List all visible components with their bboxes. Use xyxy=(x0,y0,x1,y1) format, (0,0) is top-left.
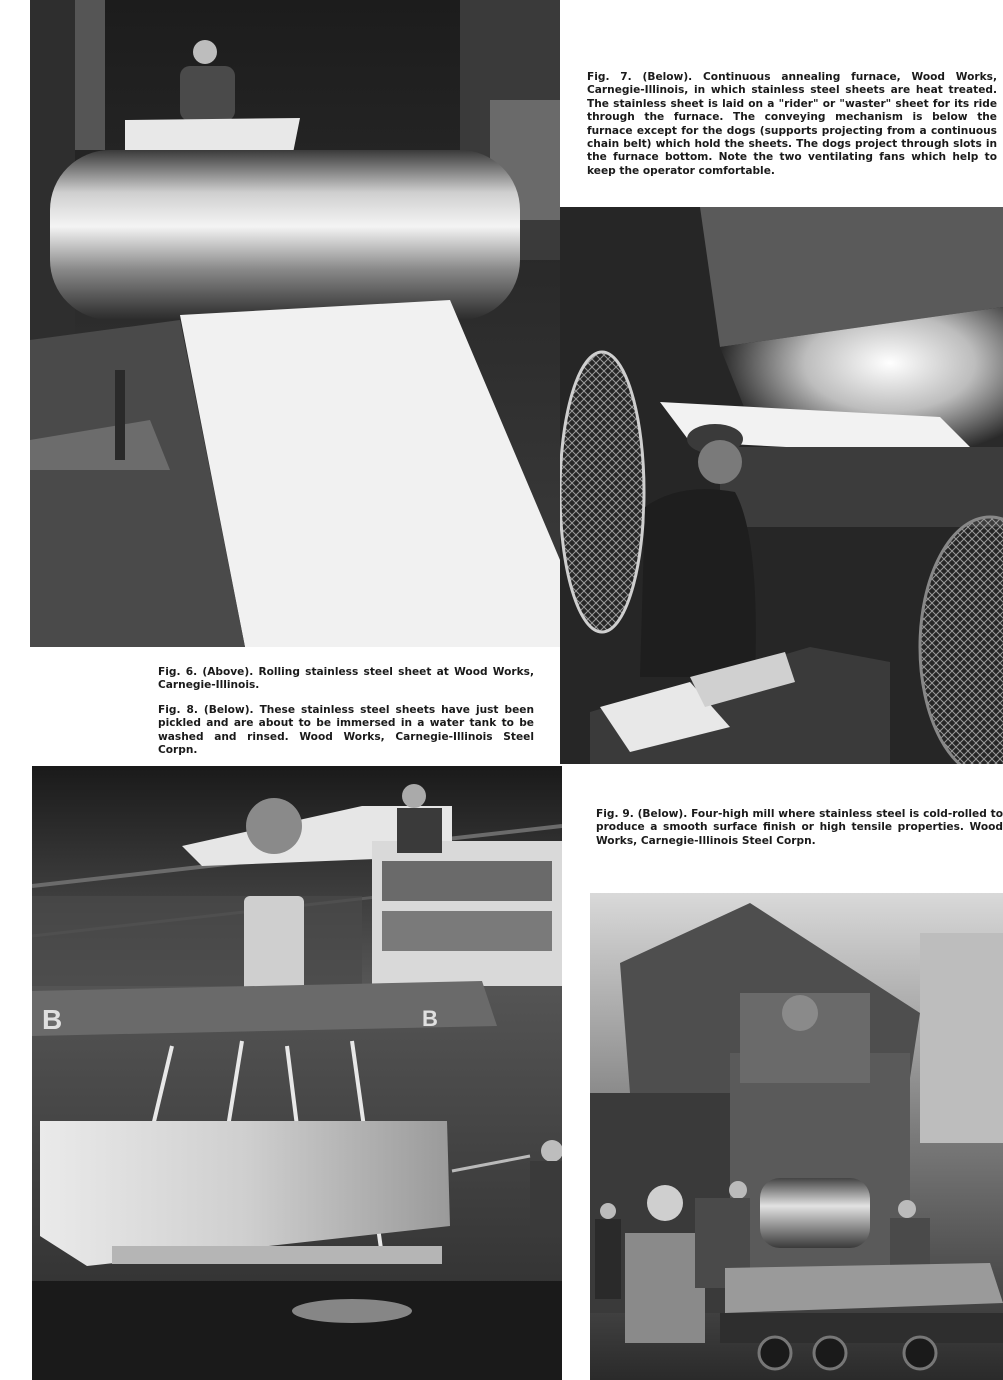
crane-beam-letter-right: B xyxy=(422,1006,438,1031)
photo-fig8-pickled-sheets-crane xyxy=(32,766,562,1380)
caption-fig7 xyxy=(587,71,997,178)
crane-beam-letter-left: B xyxy=(42,1004,63,1035)
photo-fig6-rolling-mill xyxy=(30,0,560,647)
caption-fig9-text: Fig. 9. (Below). Four-high mill where stainless steel is cold-rolled to produce a smooth surface finish or high tensile properties. Wood Works, Carnegie-Illinois Steel Corpn. xyxy=(596,808,1003,847)
caption-fig8 xyxy=(158,704,534,758)
photo-fig9-four-high-mill xyxy=(590,893,1003,1380)
caption-fig6 xyxy=(158,666,534,693)
caption-fig9 xyxy=(596,808,1003,848)
caption-fig6-text: Fig. 6. (Above). Rolling stainless steel sheet at Wood Works, Carnegie-Illinois. xyxy=(158,666,534,692)
caption-fig7-text: Fig. 7. (Below). Continuous annealing furnace, Wood Works, Carnegie-Illinois, in which stainless steel sheets are heat treated. The stainless sheet is laid on a "rider" or "waster" sheet for its ride through the furnace. The conveying mechanism is below the furnace except for the dogs (supports projecting from a continuous chain belt) which hold the sheets. The dogs project through slots in the furnace bottom. Note the two ventilating fans which help to keep the operator comfortable. xyxy=(587,71,997,177)
photo-fig7-annealing-furnace xyxy=(560,207,1003,764)
caption-fig8-text: Fig. 8. (Below). These stainless steel sheets have just been pickled and are about to be immersed in a water tank to be washed and rinsed. Wood Works, Carnegie-Illinois Steel Corpn. xyxy=(158,704,534,757)
